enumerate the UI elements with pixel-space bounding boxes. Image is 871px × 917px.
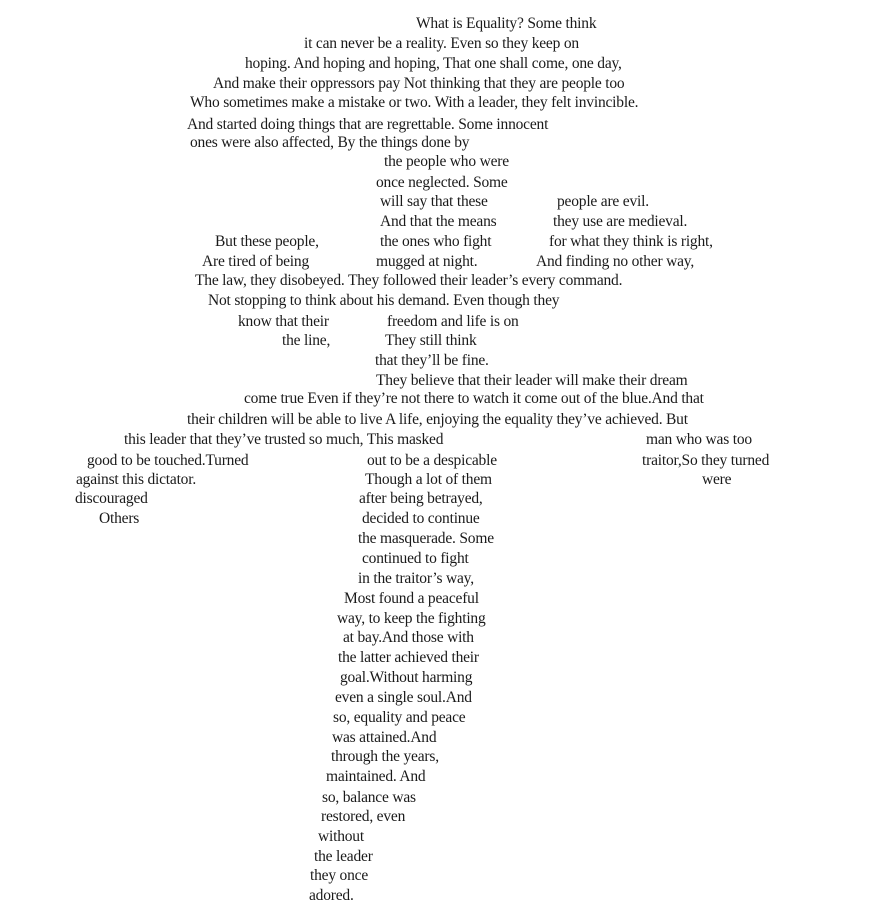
poem-line: hoping. And hoping and hoping, That one shall come, one day, [245,55,622,72]
poem-segment: decided to continue [362,510,480,527]
poem-segment: man who was too [646,431,752,448]
poem-line: the leader [314,848,373,865]
poem-line: Who sometimes make a mistake or two. With a leader, they felt invincible. [190,94,639,111]
poem-line: the latter achieved their [338,649,479,666]
poem-line: that they’ll be fine. [375,352,489,369]
poem-segment: were [702,471,732,488]
poem-line: it can never be a reality. Even so they keep on [304,35,579,52]
poem-line: What is Equality? Some think [416,15,597,32]
poem-line: without [318,828,364,845]
poem-line: was attained.And [332,729,437,746]
poem-line: Most found a peaceful [344,590,479,607]
poem-segment: the ones who fight [380,233,492,250]
poem-line: restored, even [321,808,406,825]
poem-line: in the traitor’s way, [358,570,474,587]
poem-line: come true Even if they’re not there to watch it come out of the blue.And that [244,390,704,407]
poem-segment: good to be touched.Turned [87,452,249,469]
poem-line: goal.Without harming [340,669,473,686]
poem-line: the masquerade. Some [358,530,494,547]
poem-segment: know that their [238,313,329,330]
poem-segment: discouraged [75,490,148,507]
poem-segment: after being betrayed, [359,490,483,507]
poem-segment: against this dictator. [76,471,197,488]
poem-line: Not stopping to think about his demand. Even though they [208,292,560,309]
poem-line: The law, they disobeyed. They followed their leader’s every command. [195,272,623,289]
poem-line: at bay.And those with [343,629,474,646]
poem-segment: out to be a despicable [367,452,497,469]
poem-segment: will say that these [380,193,488,210]
poem-line: continued to fight [362,550,469,567]
poem-segment: people are evil. [557,193,649,210]
poem-segment: Others [99,510,140,527]
poem-segment: They still think [385,332,477,349]
poem-segment: for what they think is right, [549,233,713,250]
poem-line: once neglected. Some [376,174,508,191]
poem-segment: Though a lot of them [365,471,492,488]
poem-segment: this leader that they’ve trusted so much, This masked [124,431,444,448]
poem-line: through the years, [331,748,439,765]
poem-segment: they use are medieval. [553,213,688,230]
poem-line: way, to keep the fighting [337,610,486,627]
poem-line: maintained. And [326,768,426,785]
poem-segment: But these people, [215,233,319,250]
poem-line: their children will be able to live A life, enjoying the equality they’ve achieved. But [187,411,688,428]
poem-line: adored. [309,887,354,904]
poem-line: the people who were [384,153,509,170]
poem-line: And make their oppressors pay Not thinking that they are people too [213,75,625,92]
poem-segment: And that the means [380,213,497,230]
poem-line: even a single soul.And [335,689,472,706]
poem-line: so, balance was [322,789,416,806]
poem-line: They believe that their leader will make their dream [376,372,688,389]
poem-line: ones were also affected, By the things done by [190,134,470,151]
poem-line: so, equality and peace [333,709,466,726]
poem-segment: Are tired of being [202,253,310,270]
poem-line: they once [310,867,369,884]
poem-segment: freedom and life is on [387,313,519,330]
poem-segment: the line, [282,332,331,349]
poem-segment: traitor,So they turned [642,452,770,469]
poem-line: And started doing things that are regrettable. Some innocent [187,116,549,133]
poem-segment: mugged at night. [376,253,478,270]
poem-segment: And finding no other way, [536,253,695,270]
